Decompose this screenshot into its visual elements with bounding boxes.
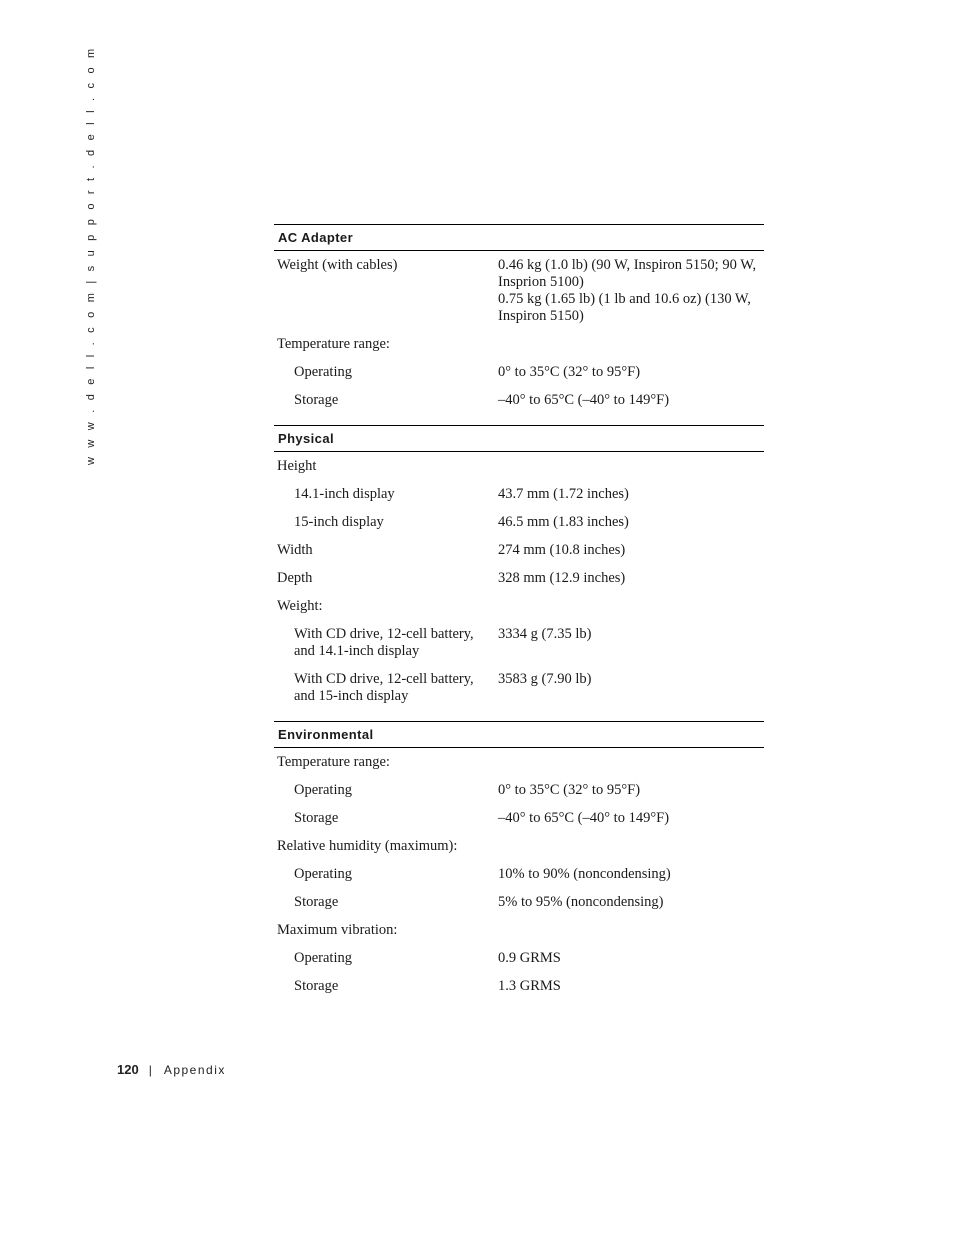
spec-label: Width [277, 542, 313, 558]
spec-value [498, 257, 764, 325]
footer-section-name: Appendix [163, 1063, 226, 1077]
spec-value [498, 458, 764, 475]
spec-value [498, 598, 764, 615]
spec-value [498, 978, 764, 995]
spec-row [274, 486, 764, 514]
spec-row [274, 458, 764, 486]
spec-value [498, 810, 764, 827]
spec-value-line: –40° to 65°C (–40° to 149°F) [498, 810, 670, 826]
spec-value [498, 542, 764, 559]
sidebar-url: w w w . d e l l . c o m | s u p p o r t . d e l l . c o m [85, 45, 97, 465]
spec-row [274, 810, 764, 838]
spec-label: Storage [294, 810, 339, 826]
spec-value [498, 922, 764, 939]
spec-value-line: 5% to 95% (noncondensing) [498, 894, 664, 910]
spec-value [498, 671, 764, 705]
spec-value [498, 754, 764, 771]
page-number: 120 [117, 1062, 139, 1077]
spec-row [274, 514, 764, 542]
spec-label: 15-inch display [294, 514, 384, 530]
spec-value-line: 0° to 35°C (32° to 95°F) [498, 782, 641, 798]
spec-row [274, 922, 764, 950]
spec-value [498, 866, 764, 883]
spec-value [498, 950, 764, 967]
spec-row [274, 838, 764, 866]
spec-value-line: 10% to 90% (noncondensing) [498, 866, 671, 882]
spec-row [274, 392, 764, 420]
spec-value-line: 3334 g (7.35 lb) [498, 626, 592, 642]
spec-label: Maximum vibration: [277, 922, 398, 938]
spec-label: Temperature range: [277, 336, 390, 352]
section-title: Physical [274, 425, 764, 452]
spec-label: With CD drive, 12-cell battery, and 15-inch display [294, 671, 474, 704]
spec-row [274, 257, 764, 336]
spec-value [498, 838, 764, 855]
spec-row [274, 336, 764, 364]
spec-label: Operating [294, 866, 352, 882]
spec-label: Storage [294, 894, 339, 910]
spec-row [274, 570, 764, 598]
spec-value [498, 514, 764, 531]
spec-value-line: 0.46 kg (1.0 lb) (90 W, Inspiron 5150; 90 W, Insprion 5100) [498, 257, 757, 290]
spec-row [274, 598, 764, 626]
spec-row [274, 894, 764, 922]
spec-row [274, 626, 764, 671]
footer-separator: | [148, 1063, 152, 1077]
spec-label: Operating [294, 364, 352, 380]
spec-value-line: 1.3 GRMS [498, 978, 561, 994]
spec-label: With CD drive, 12-cell battery, and 14.1-inch display [294, 626, 474, 659]
spec-value-line: 328 mm (12.9 inches) [498, 570, 626, 586]
spec-label: Relative humidity (maximum): [277, 838, 458, 854]
spec-value-line: 3583 g (7.90 lb) [498, 671, 592, 687]
spec-row [274, 866, 764, 894]
spec-value [498, 486, 764, 503]
spec-row [274, 782, 764, 810]
spec-table [274, 224, 764, 1011]
section-title: AC Adapter [274, 224, 764, 251]
spec-value-line: 46.5 mm (1.83 inches) [498, 514, 629, 530]
spec-row [274, 950, 764, 978]
spec-label: Depth [277, 570, 313, 586]
spec-label: Operating [294, 782, 352, 798]
spec-row [274, 978, 764, 1006]
spec-value [498, 392, 764, 409]
spec-label: Storage [294, 392, 339, 408]
spec-value-line: –40° to 65°C (–40° to 149°F) [498, 392, 670, 408]
spec-label: Weight: [277, 598, 323, 614]
spec-label: Weight (with cables) [277, 257, 398, 273]
spec-label: Operating [294, 950, 352, 966]
spec-row [274, 542, 764, 570]
spec-label: 14.1-inch display [294, 486, 395, 502]
spec-value-line: 0.75 kg (1.65 lb) (1 lb and 10.6 oz) (130 W, Inspiron 5150) [498, 291, 751, 324]
spec-row [274, 364, 764, 392]
spec-value-line: 0° to 35°C (32° to 95°F) [498, 364, 641, 380]
spec-label: Height [277, 458, 317, 474]
spec-value [498, 570, 764, 587]
spec-value [498, 336, 764, 353]
spec-value [498, 626, 764, 660]
spec-section [274, 425, 764, 721]
page-footer [117, 1062, 226, 1077]
spec-row [274, 754, 764, 782]
spec-row [274, 671, 764, 716]
spec-value [498, 364, 764, 381]
section-title: Environmental [274, 721, 764, 748]
spec-label: Storage [294, 978, 339, 994]
spec-value-line: 43.7 mm (1.72 inches) [498, 486, 629, 502]
spec-value [498, 782, 764, 799]
spec-label: Temperature range: [277, 754, 390, 770]
spec-section [274, 224, 764, 425]
spec-value [498, 894, 764, 911]
spec-value-line: 274 mm (10.8 inches) [498, 542, 626, 558]
spec-section [274, 721, 764, 1011]
spec-value-line: 0.9 GRMS [498, 950, 561, 966]
